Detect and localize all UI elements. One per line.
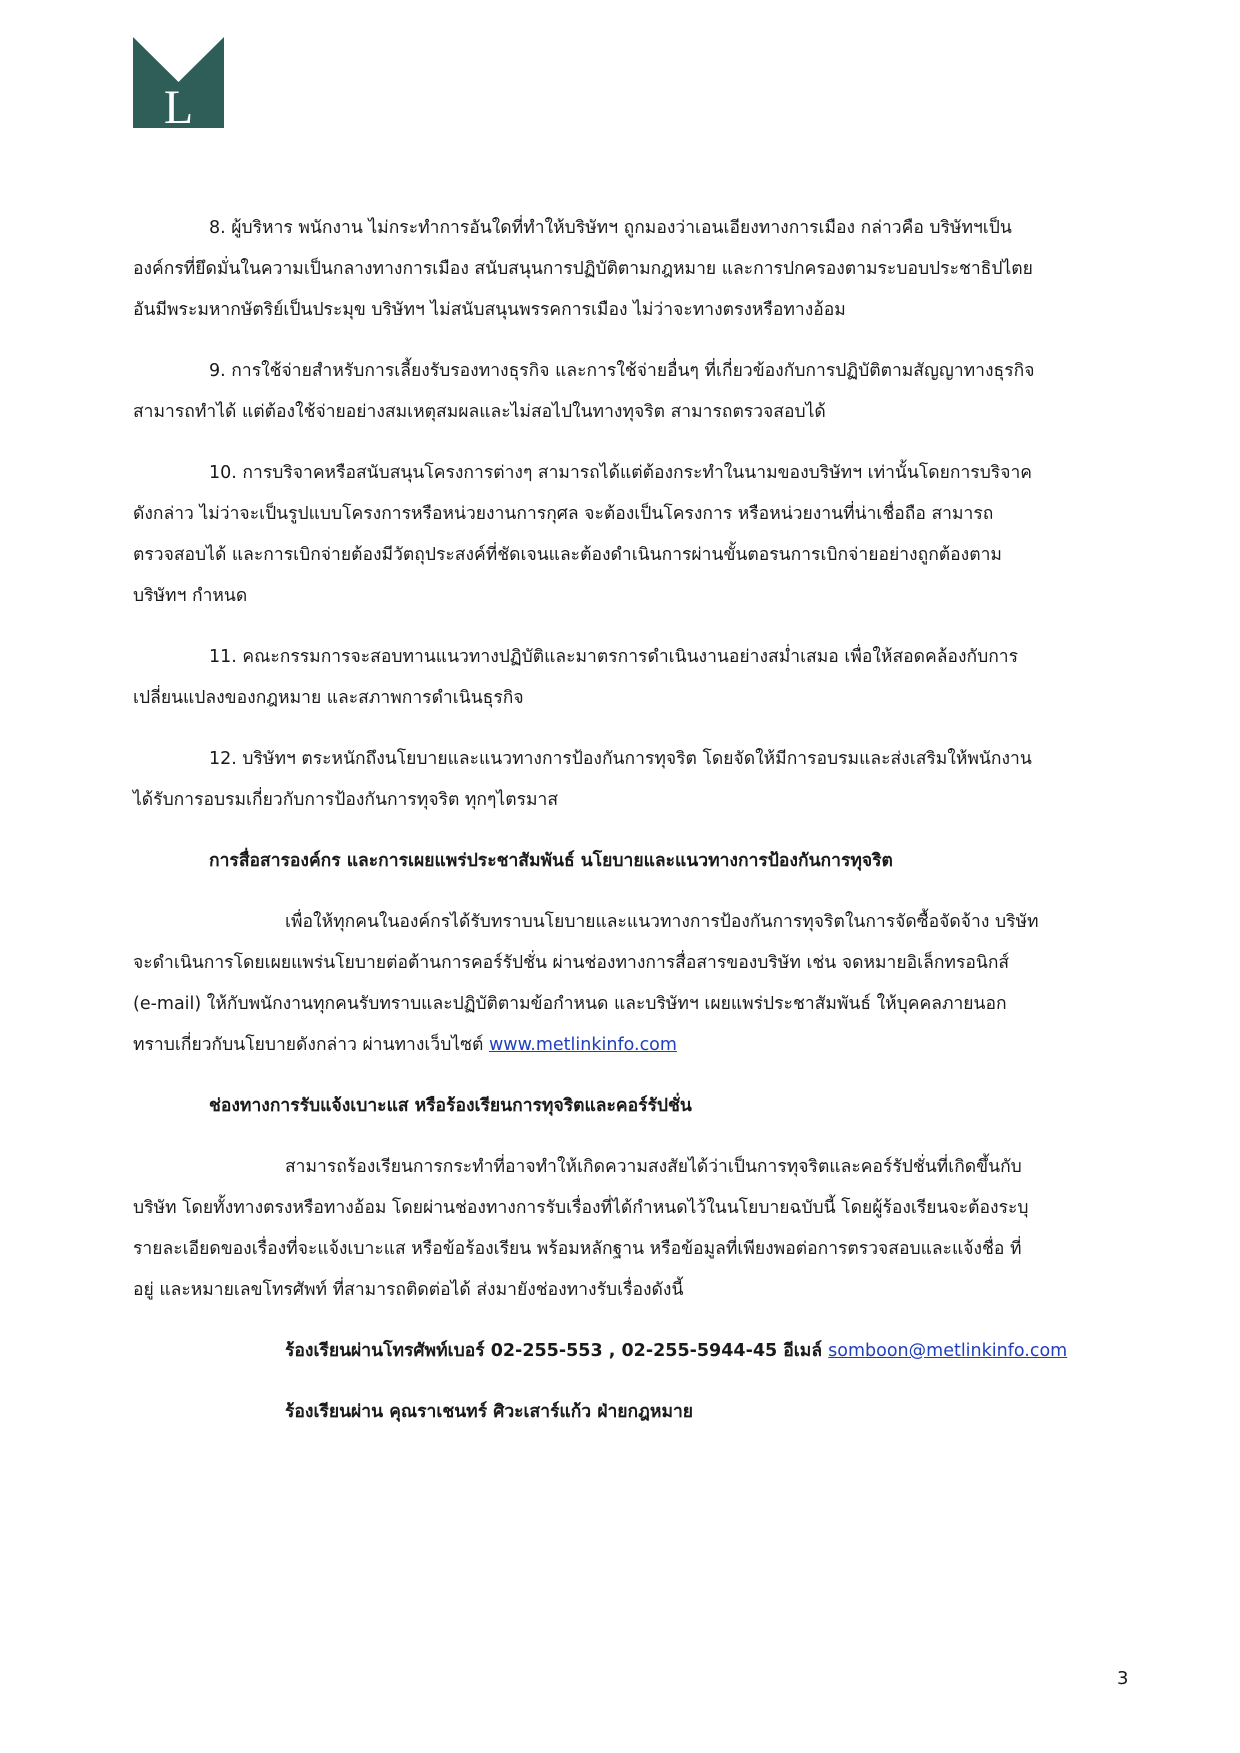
contact-phone-text: ร้องเรียนผ่านโทรศัพท์เบอร์ 02-255-553 , 02-255-5944-45 อีเมล์ xyxy=(285,1341,829,1361)
policy-item-9 xyxy=(133,351,1125,433)
paragraph-text: (e-mail) ให้กับพนักงานทุกคนรับทราบและปฏิบัติตามข้อกำหนด และบริษัทฯ เผยแพร่ประชาสัมพันธ์ ให้บุคคลภายนอก xyxy=(133,994,1007,1014)
svg-text:L: L xyxy=(163,81,194,128)
item-text: ผู้บริหาร พนักงาน ไม่กระทำการอันใดที่ทำให้บริษัทฯ ถูกมองว่าเอนเอียงทางการเมือง กล่าวคือ บริษัทฯเป็น xyxy=(231,218,1012,238)
paragraph-text: ทราบเกี่ยวกับนโยบายดังกล่าว ผ่านทางเว็บไซต์ xyxy=(133,1035,489,1055)
item-number: 8. xyxy=(209,218,226,238)
item-number: 10. xyxy=(209,463,237,483)
item-number: 9. xyxy=(209,361,226,381)
paragraph-text: จะดำเนินการโดยเผยแพร่นโยบายต่อต้านการคอร์รัปชั่น ผ่านช่องทางการสื่อสารของบริษัท เช่น จดหมายอิเล็กทรอนิกส์ xyxy=(133,953,1010,973)
paragraph-text: เพื่อให้ทุกคนในองค์กรได้รับทราบนโยบายและแนวทางการป้องกันการทุจริตในการจัดซื้อจัดจ้าง บริษัท xyxy=(285,912,1039,932)
item-text: องค์กรที่ยึดมั่นในความเป็นกลางทางการเมือง สนับสนุนการปฏิบัติตามกฎหมาย และการปกครองตามระบอบประชาธิปไตย xyxy=(133,259,1033,279)
item-text: บริษัทฯ ตระหนักถึงนโยบายและแนวทางการป้องกันการทุจริต โดยจัดให้มีการอบรมและส่งเสริมให้พนักงาน xyxy=(242,749,1032,769)
item-text: อันมีพระมหากษัตริย์เป็นประมุข บริษัทฯ ไม่สนับสนุนพรรคการเมือง ไม่ว่าจะทางตรงหรือทางอ้อม xyxy=(133,300,846,320)
item-number: 11. xyxy=(209,647,237,667)
communication-paragraph xyxy=(133,902,1125,1066)
paragraph-text: บริษัท โดยทั้งทางตรงหรือทางอ้อม โดยผ่านช่องทางการรับเรื่องที่ได้กำหนดไว้ในนโยบายฉบับนี้ โดยผู้ร้องเรียนจะต้องระบุ xyxy=(133,1198,1029,1218)
paragraph-text: อยู่ และหมายเลขโทรศัพท์ ที่สามารถติดต่อได้ ส่งมายังช่องทางรับเรื่องดังนี้ xyxy=(133,1280,684,1300)
paragraph-text: สามารถร้องเรียนการกระทำที่อาจทำให้เกิดความสงสัยได้ว่าเป็นการทุจริตและคอร์รัปชั่นที่เกิดขึ้นกับ xyxy=(285,1157,1022,1177)
page-number: 3 xyxy=(1117,1668,1129,1689)
section-heading-whistleblowing: ช่องทางการรับแจ้งเบาะแส หรือร้องเรียนการทุจริตและคอร์รัปชั่น xyxy=(209,1096,692,1116)
policy-item-10 xyxy=(133,453,1125,617)
website-link[interactable]: www.metlinkinfo.com xyxy=(488,1035,677,1055)
company-logo-m-l-icon xyxy=(133,37,224,128)
item-text: เปลี่ยนแปลงของกฎหมาย และสภาพการดำเนินธุรกิจ xyxy=(133,688,524,708)
item-text: ดังกล่าว ไม่ว่าจะเป็นรูปแบบโครงการหรือหน่วยงานการกุศล จะต้องเป็นโครงการ หรือหน่วยงานที่น่าเชื่อถือ สามารถ xyxy=(133,504,994,524)
email-link[interactable]: somboon@metlinkinfo.com xyxy=(828,1341,1068,1361)
section-heading-communication: การสื่อสารองค์กร และการเผยแพร่ประชาสัมพันธ์ นโยบายและแนวทางการป้องกันการทุจริต xyxy=(209,851,893,871)
policy-item-8 xyxy=(133,208,1125,331)
policy-item-12 xyxy=(133,739,1125,821)
company-logo xyxy=(133,37,224,128)
contact-person: ร้องเรียนผ่าน คุณราเชนทร์ ศิวะเสาร์แก้ว ฝ่ายกฎหมาย xyxy=(285,1402,694,1422)
item-text: ได้รับการอบรมเกี่ยวกับการป้องกันการทุจริต ทุกๆไตรมาส xyxy=(133,790,559,810)
item-number: 12. xyxy=(209,749,237,769)
item-text: คณะกรรมการจะสอบทานแนวทางปฏิบัติและมาตรการดำเนินงานอย่างสม่ำเสมอ เพื่อให้สอดคล้องกับการ xyxy=(242,647,1019,667)
item-text: การบริจาคหรือสนับสนุนโครงการต่างๆ สามารถได้แต่ต้องกระทำในนามของบริษัทฯ เท่านั้นโดยการบริจาค xyxy=(242,463,1032,483)
paragraph-text: รายละเอียดของเรื่องที่จะแจ้งเบาะแส หรือข้อร้องเรียน พร้อมหลักฐาน หรือข้อมูลที่เพียงพอต่อการตรวจสอบและแจ้งชื่อ ที่ xyxy=(133,1239,1022,1259)
item-text: ตรวจสอบได้ และการเบิกจ่ายต้องมีวัตถุประสงค์ที่ชัดเจนและต้องดำเนินการผ่านขั้นตอรนการเบิกจ่ายอย่างถูกต้องตาม xyxy=(133,545,1002,565)
policy-item-11 xyxy=(133,637,1125,719)
contact-phone-email xyxy=(133,1331,1125,1372)
item-text: การใช้จ่ายสำหรับการเลี้ยงรับรองทางธุรกิจ และการใช้จ่ายอื่นๆ ที่เกี่ยวข้องกับการปฏิบัติตามสัญญาทางธุรกิจ xyxy=(231,361,1035,381)
item-text: สามารถทำได้ แต่ต้องใช้จ่ายอย่างสมเหตุสมผลและไม่สอไปในทางทุจริต สามารถตรวจสอบได้ xyxy=(133,402,826,422)
whistleblowing-paragraph xyxy=(133,1147,1125,1311)
document-body xyxy=(133,208,1125,1453)
item-text: บริษัทฯ กำหนด xyxy=(133,586,248,606)
